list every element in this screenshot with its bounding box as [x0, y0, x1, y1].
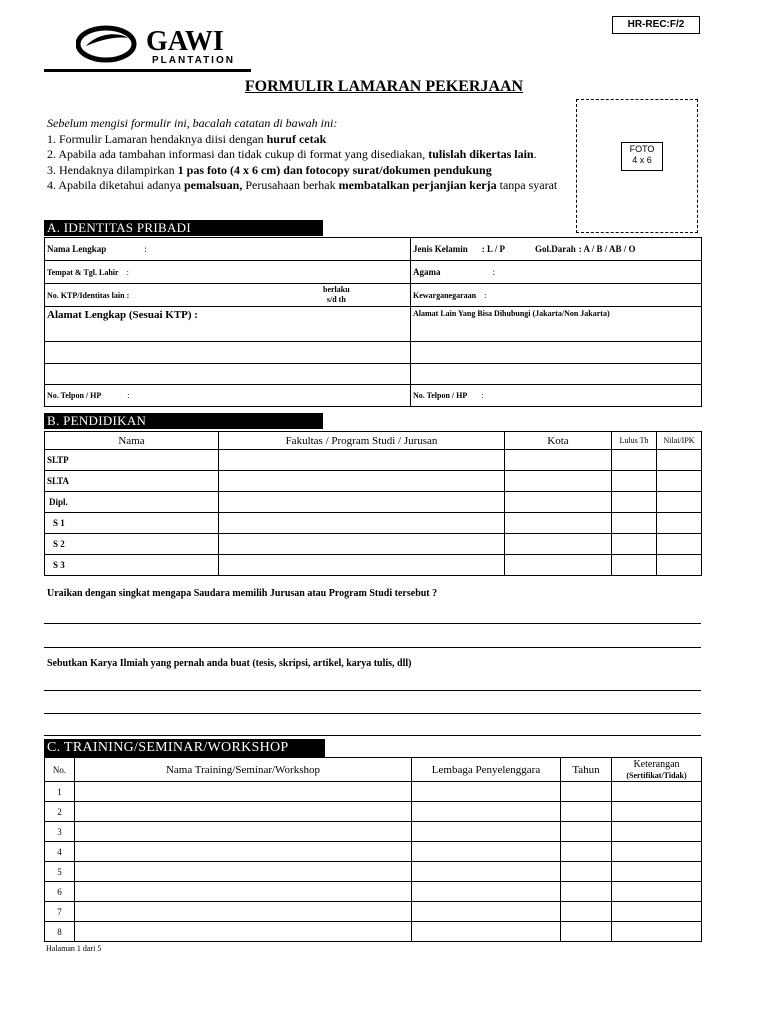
- alamat-lain-line-2[interactable]: [411, 342, 702, 364]
- photo-label: FOTO 4 x 6: [621, 142, 663, 171]
- edu-row-label: S 1: [45, 513, 219, 534]
- kewarganegaraan-field[interactable]: Kewarganegaraan :: [411, 284, 702, 307]
- train-row-no: 7: [45, 902, 75, 922]
- train-row-no: 6: [45, 882, 75, 902]
- edu-col-fakultas: Fakultas / Program Studi / Jurusan: [219, 432, 505, 450]
- edu-row-label: S 2: [45, 534, 219, 555]
- leaf-logo-icon: [76, 22, 251, 68]
- education-table: [44, 431, 702, 576]
- alamat-line-3[interactable]: [45, 364, 411, 385]
- edu-col-nilai: Nilai/IPK: [657, 432, 702, 450]
- agama-field[interactable]: Agama :: [411, 261, 702, 284]
- instructions: [47, 116, 577, 194]
- answer-line[interactable]: [44, 647, 701, 648]
- instruction-2: 2. Apabila ada tambahan informasi dan tidak cukup di format yang disediakan, tulislah dikertas lain.: [47, 147, 537, 161]
- edu-row-label: SLTA: [45, 471, 219, 492]
- training-table: [44, 757, 702, 942]
- nama-field[interactable]: Nama Lengkap :: [45, 238, 411, 261]
- ttl-field[interactable]: Tempat & Tgl. Lahir :: [45, 261, 411, 284]
- edu-row-label: SLTP: [45, 450, 219, 471]
- page-number: Halaman 1 dari 5: [46, 944, 102, 953]
- edu-col-kota: Kota: [505, 432, 612, 450]
- train-col-no: No.: [45, 758, 75, 782]
- ktp-field[interactable]: No. KTP/Identitas lain : berlaku s/d th: [45, 284, 411, 307]
- alamat-field[interactable]: Alamat Lengkap (Sesuai KTP) :: [45, 307, 411, 342]
- form-title: FORMULIR LAMARAN PEKERJAAN: [244, 78, 524, 95]
- train-row-no: 2: [45, 802, 75, 822]
- jenis-kelamin-field[interactable]: Jenis Kelamin : L / P Gol.Darah : A / B / AB / O: [411, 238, 702, 261]
- answer-line[interactable]: [44, 623, 701, 624]
- train-col-lembaga: Lembaga Penyelenggara: [412, 758, 561, 782]
- train-col-keterangan: Keterangan (Sertifikat/Tidak): [612, 758, 702, 782]
- photo-box: [576, 99, 698, 233]
- edu-row-label: S 3: [45, 555, 219, 576]
- question-jurusan: Uraikan dengan singkat mengapa Saudara memilih Jurusan atau Program Studi tersebut ?: [47, 588, 438, 599]
- company-logo: [76, 22, 251, 68]
- identity-table: [44, 237, 702, 407]
- train-row-no: 5: [45, 862, 75, 882]
- answer-line[interactable]: [44, 735, 701, 736]
- edu-row-label: Dipl.: [45, 492, 219, 513]
- instructions-lead: Sebelum mengisi formulir ini, bacalah catatan di bawah ini:: [47, 116, 338, 130]
- telp-field-1[interactable]: No. Telpon / HP :: [45, 385, 411, 407]
- logo-text: GAWI: [146, 26, 224, 57]
- section-b-heading: B. PENDIDIKAN: [44, 413, 323, 429]
- section-a-heading: A. IDENTITAS PRIBADI: [44, 220, 323, 236]
- answer-line[interactable]: [44, 713, 701, 714]
- train-col-nama: Nama Training/Seminar/Workshop: [75, 758, 412, 782]
- train-row-no: 8: [45, 922, 75, 942]
- form-code: HR-REC:F/2: [612, 16, 700, 34]
- train-row-no: 3: [45, 822, 75, 842]
- train-col-tahun: Tahun: [561, 758, 612, 782]
- edu-col-lulus: Lulus Th: [612, 432, 657, 450]
- logo-underline: [44, 69, 251, 72]
- alamat-lain-line-3[interactable]: [411, 364, 702, 385]
- instruction-1: 1. Formulir Lamaran hendaknya diisi dengan huruf cetak: [47, 131, 327, 146]
- alamat-line-2[interactable]: [45, 342, 411, 364]
- instruction-4: 4. Apabila diketahui adanya pemalsuan, Perusahaan berhak membatalkan perjanjian kerja tanpa syarat: [47, 178, 558, 192]
- question-karya-ilmiah: Sebutkan Karya Ilmiah yang pernah anda buat (tesis, skripsi, artikel, karya tulis, dll): [47, 658, 412, 669]
- alamat-lain-field[interactable]: Alamat Lain Yang Bisa Dihubungi (Jakarta/Non Jakarta): [411, 307, 702, 342]
- edu-col-nama: Nama: [45, 432, 219, 450]
- telp-field-2[interactable]: No. Telpon / HP :: [411, 385, 702, 407]
- answer-line[interactable]: [44, 690, 701, 691]
- train-row-no: 4: [45, 842, 75, 862]
- logo-subtext: PLANTATION: [152, 55, 235, 66]
- train-row-no: 1: [45, 782, 75, 802]
- instruction-3: 3. Hendaknya dilampirkan 1 pas foto (4 x 6 cm) dan fotocopy surat/dokumen pendukung: [47, 162, 492, 177]
- berlaku-label: berlaku s/d th: [323, 285, 350, 304]
- section-c-heading: C. TRAINING/SEMINAR/WORKSHOP: [44, 739, 325, 757]
